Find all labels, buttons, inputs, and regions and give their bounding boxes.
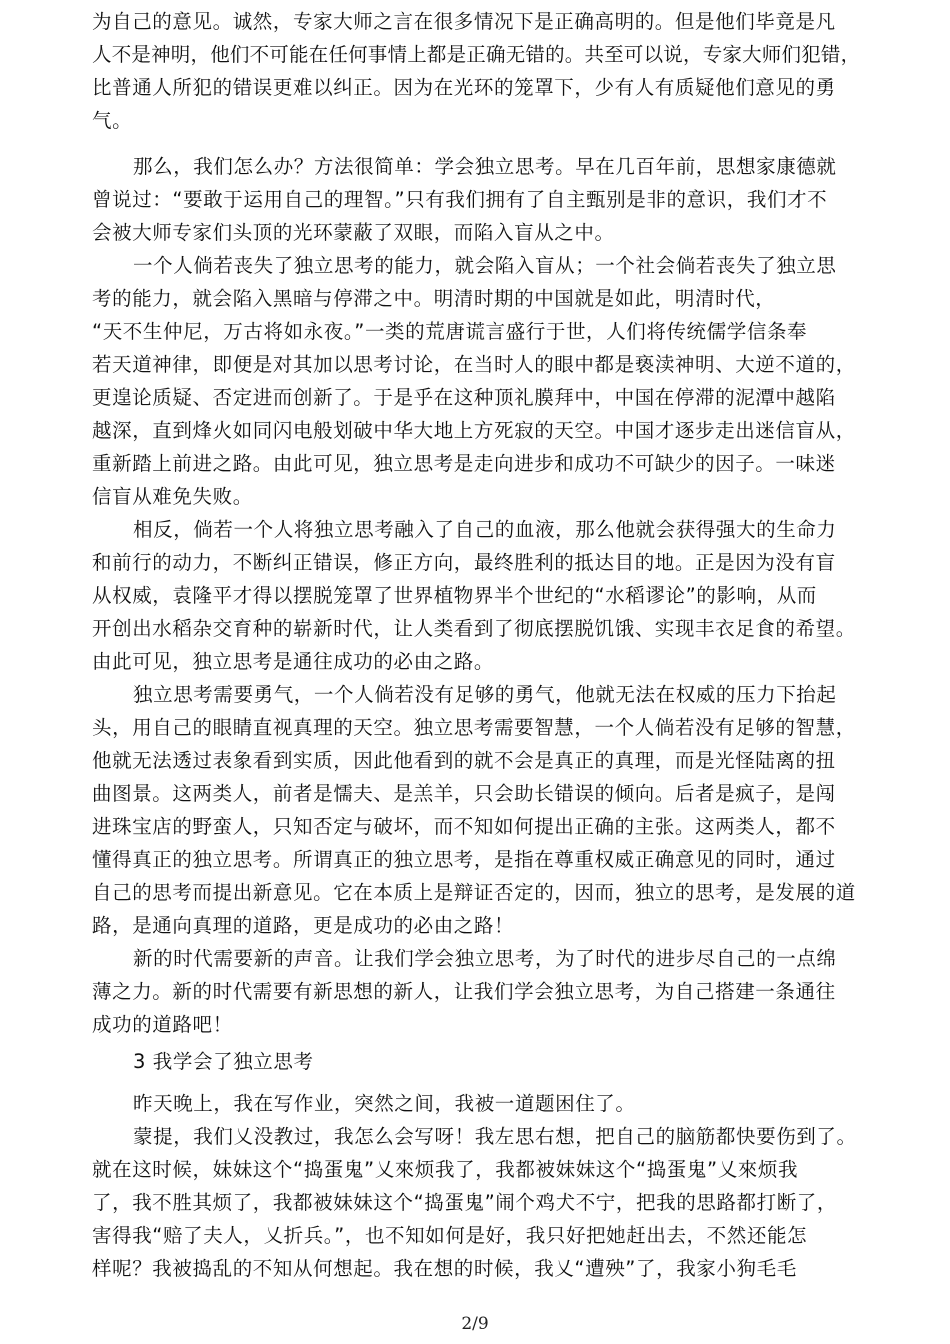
text-line: 路，是通向真理的道路，更是成功的必由之路！ — [92, 914, 515, 937]
text-line: 样呢？我被捣乱的不知从何想起。我在想的时候，我乂“遭殃”了，我家小狗毛毛 — [92, 1257, 797, 1280]
page-number: 2/9 — [461, 1314, 489, 1334]
text-line: 头，用自己的眼睛直视真理的天空。独立思考需要智慧，一个人倘若没有足够的智慧， — [92, 716, 856, 739]
text-line: 由此可见，独立思考是通往成功的必由之路。 — [92, 650, 495, 673]
text-line: 一个人倘若丧失了独立思考的能力，就会陷入盲从；一个社会倘若丧失了独立思 — [133, 254, 837, 277]
text-line: 更遑论质疑、否定进而创新了。于是乎在这种顶礼膜拜中，中国在停滞的泥潭中越陷 — [92, 386, 836, 409]
text-line: 比普通人所犯的错误更难以纠正。因为在光环的笼罩下，少有人有质疑他们意见的勇 — [92, 76, 836, 99]
text-line: “天不生仲尼，万古将如永夜。”一类的荒唐谎言盛行于世，人们将传统儒学信条奉 — [92, 320, 808, 343]
text-line: 开创出水稻杂交育种的崭新时代，让人类看到了彻底摆脱饥饿、实现丰衣足食的希望。 — [92, 617, 856, 640]
text-line: 新的时代需要新的声音。让我们学会独立思考，为了时代的进步尽自己的一点绵 — [133, 947, 837, 970]
text-line: 会被大师专家们头顶的光环蒙蔽了双眼，而陷入盲从之中。 — [92, 221, 615, 244]
text-line: 若天道神律，即便是对其加以思考讨论，在当时人的眼中都是亵渎神明、大逆不道的， — [92, 353, 856, 376]
section-heading: 3 我学会了独立思考 — [133, 1050, 314, 1073]
text-line: 气。 — [92, 109, 133, 132]
text-line: 薄之力。新的时代需要有新思想的新人，让我们学会独立思考，为自己搭建一条通往 — [92, 980, 836, 1003]
text-line: 了，我不胜其烦了，我都被妹妹这个“捣蛋鬼”闹个鸡犬不宁，把我的思路都打断了， — [92, 1191, 838, 1214]
text-line: 昨天晚上，我在写作业，突然之间，我被一道题困住了。 — [133, 1092, 636, 1115]
text-line: 相反，倘若一个人将独立思考融入了自己的血液，那么他就会获得强大的生命力 — [133, 518, 837, 541]
text-line: 蒙提，我们乂没教过，我怎么会写呀！我左思右想，把自己的脑筋都快要伤到了。 — [133, 1125, 857, 1148]
text-line: 就在这时候，妹妹这个“捣蛋鬼”乂來烦我了，我都被妹妹这个“捣蛋鬼”乂來烦我 — [92, 1158, 799, 1181]
text-line: 曾说过：“要敢于运用自己的理智。”只有我们拥有了自主甄别是非的意识，我们才不 — [92, 188, 828, 211]
text-line: 人不是神明，他们不可能在任何事情上都是正确无错的。共至可以说，专家大师们犯错， — [92, 43, 861, 66]
text-line: 懂得真正的独立思考。所谓真正的独立思考，是指在尊重权威正确意见的同时，通过 — [92, 848, 836, 871]
text-line: 那么，我们怎么办？方法很简单：学会独立思考。早在几百年前，思想家康德就 — [133, 155, 837, 178]
text-line: 成功的道路吧！ — [92, 1013, 233, 1036]
text-line: 重新踏上前进之路。由此可见，独立思考是走向进步和成功不可缺少的因子。一味迷 — [92, 452, 836, 475]
text-line: 自己的思考而提出新意见。它在本质上是辩证否定的，因而，独立的思考，是发展的道 — [92, 881, 856, 904]
text-line: 进珠宝店的野蛮人，只知否定与破坏，而不知如何提出正确的主张。这两类人，都不 — [92, 815, 836, 838]
text-line: 越深，直到烽火如同闪电般划破中华大地上方死寂的天空。中国才逐步走出迷信盲从， — [92, 419, 856, 442]
text-line: 害得我“赔了夫人，乂折兵。”，也不知如何是好，我只好把她赶出去，不然还能怎 — [92, 1224, 808, 1247]
text-line: 信盲从难免失败。 — [92, 485, 253, 508]
text-line: 他就无法透过表象看到实质，因此他看到的就不会是真正的真理，而是光怪陆离的扭 — [92, 749, 836, 772]
text-line: 独立思考需要勇气，一个人倘若没有足够的勇气，他就无法在权威的压力下抬起 — [133, 683, 837, 706]
text-line: 曲图景。这两类人，前者是懦夫、是羔羊，只会助长错误的倾向。后者是疯子，是闯 — [92, 782, 836, 805]
text-line: 为自己的意见。诚然，专家大师之言在很多情况下是正确高明的。但是他们毕竟是凡 — [92, 10, 836, 33]
text-line: 和前行的动力，不断纠正错误，修正方向，最终胜利的抵达目的地。正是因为没有盲 — [92, 551, 836, 574]
text-line: 考的能力，就会陷入黑暗与停滞之中。明清时期的中国就是如此，明清时代， — [92, 287, 776, 310]
text-line: 从权威，袁隆平才得以摆脱笼罩了世界植物界半个世纪的“水稻谬论”的影响，从而 — [92, 584, 817, 607]
